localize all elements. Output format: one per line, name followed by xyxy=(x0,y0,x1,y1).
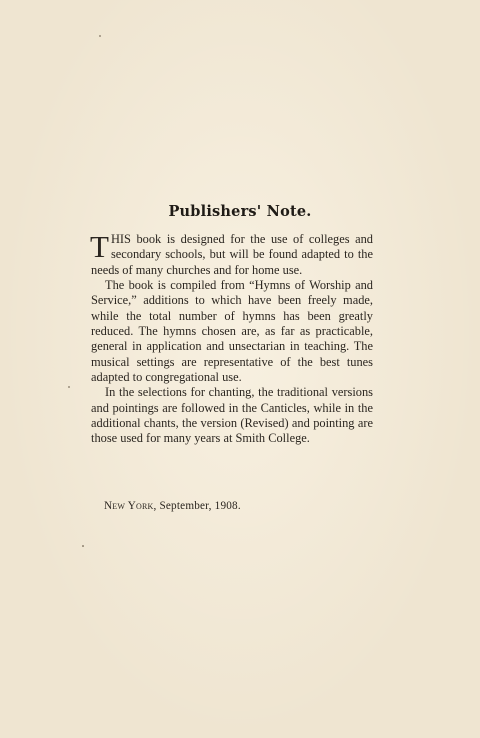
paragraph-2: The book is compiled from “Hymns of Worship and Service,” additions to which have been freely made, while the total number of hymns has been greatly reduced. The hymns chosen are, as far as practicable, general in application and unsectarian in teaching. The musical settings are representative of the best tunes adapted to congregational use. xyxy=(91,278,373,385)
paragraph-3: In the selections for chanting, the traditional versions and pointings are followed in the Canticles, while in the additional chants, the version (Revised) and pointing are those used for many years at Smith College. xyxy=(91,385,373,446)
page-title: Publishers' Note. xyxy=(168,203,312,220)
signature-date: September, 1908. xyxy=(159,500,241,512)
paragraph-1-text: HIS book is designed for the use of colleges and secondary schools, but will be found adapted to the needs of many churches and for home use. xyxy=(91,232,373,277)
paper-speck xyxy=(68,386,70,388)
signature-place: New York, xyxy=(104,500,157,512)
signature-line xyxy=(104,500,241,512)
note-body xyxy=(90,229,373,447)
paper-speck xyxy=(82,545,84,547)
drop-cap: T xyxy=(90,229,109,264)
paper-speck xyxy=(99,35,101,37)
paragraph-1 xyxy=(90,229,373,278)
